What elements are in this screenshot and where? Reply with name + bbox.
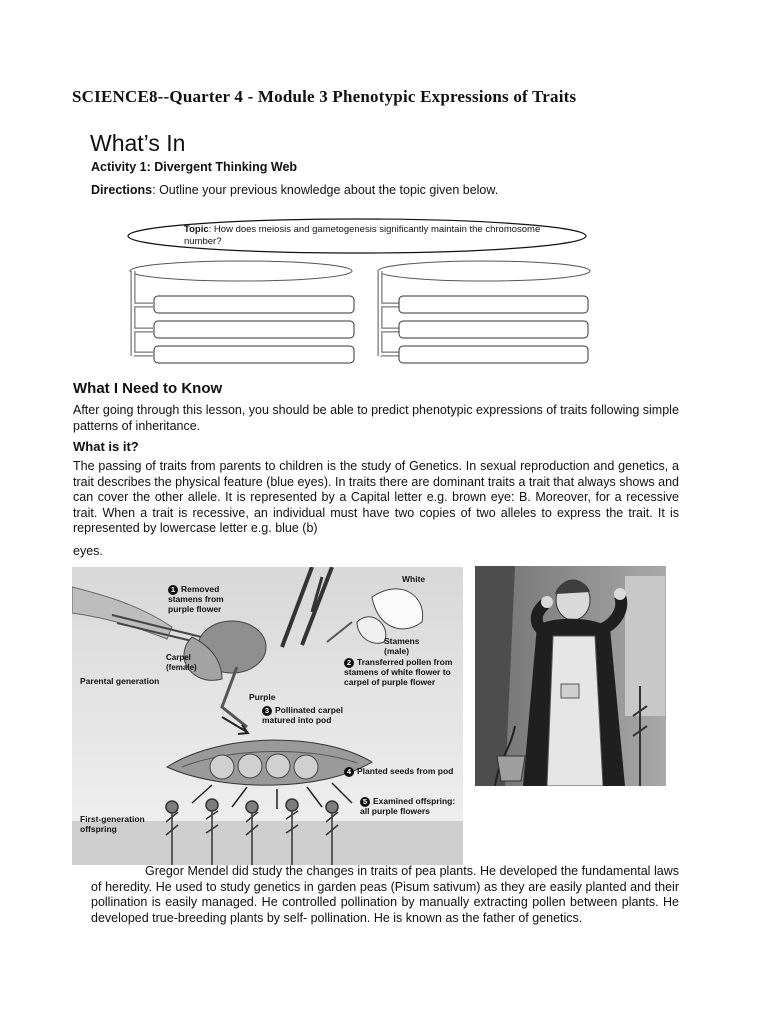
step-4-text: Planted seeds from pod xyxy=(357,766,454,776)
step-2-label xyxy=(344,658,456,687)
step-3-number: 3 xyxy=(262,706,272,716)
topic-text xyxy=(184,224,564,248)
label-first-generation: First-generation offspring xyxy=(80,814,145,834)
right-box-2 xyxy=(399,321,588,338)
label-purple: Purple xyxy=(249,692,276,702)
left-box-2 xyxy=(154,321,354,338)
label-stamens: Stamens (male) xyxy=(384,636,420,656)
activity-title: Activity 1: Divergent Thinking Web xyxy=(91,160,298,174)
subheading-what-is-it: What is it? xyxy=(73,439,139,454)
topic-question: : How does meiosis and gametogenesis significantly maintain the chromosome number? xyxy=(184,224,541,247)
eyes-line: eyes. xyxy=(73,544,103,558)
mendel-paragraph xyxy=(91,864,679,926)
left-branch-ellipse xyxy=(130,261,352,281)
left-branch-connector xyxy=(133,271,153,356)
step-3-label xyxy=(262,706,372,726)
mendel-paragraph-text: Gregor Mendel did study the changes in traits of pea plants. He developed the fundamental laws of heredity. He used to study genetics in garden peas (Pisum sativum) as they are easily planted and their pollination is easily managed. He controlled pollination by manually extracting pollen between plants. He developed true-breeding plants by self- pollination. He is known as the father of genetics. xyxy=(91,864,679,925)
step-1-text: Removed stamens from purple flower xyxy=(168,584,224,614)
section-heading-whats-in: What’s In xyxy=(90,130,186,156)
step-4-label xyxy=(344,767,454,777)
divergent-thinking-web xyxy=(0,0,768,380)
right-branch-connector xyxy=(380,271,399,356)
step-3-text: Pollinated carpel matured into pod xyxy=(262,705,344,725)
directions-label: Directions xyxy=(91,183,153,197)
step-1-number: 1 xyxy=(168,585,178,595)
step-1-label xyxy=(168,585,248,614)
topic-label: Topic xyxy=(184,224,209,235)
label-parental-generation: Parental generation xyxy=(80,676,160,686)
left-box-3 xyxy=(154,346,354,363)
label-carpel: Carpel (female) xyxy=(166,653,197,672)
intro-paragraph: After going through this lesson, you should be able to predict phenotypic expressions of traits following simple patterns of inheritance. xyxy=(73,403,679,433)
step-4-number: 4 xyxy=(344,767,354,777)
step-5-number: 5 xyxy=(360,797,370,807)
document-title: SCIENCE8--Quarter 4 - Module 3 Phenotypic Expressions of Traits xyxy=(72,87,577,106)
step-5-label xyxy=(360,797,458,817)
right-branch-ellipse xyxy=(378,261,590,281)
pea-experiment-figure xyxy=(72,567,463,865)
label-white: White xyxy=(402,574,426,584)
step-5-text: Examined offspring: all purple flowers xyxy=(360,796,456,816)
mendel-portrait xyxy=(475,566,666,786)
section-heading-need-to-know: What I Need to Know xyxy=(73,380,223,397)
step-2-number: 2 xyxy=(344,658,354,668)
right-box-1 xyxy=(399,296,588,313)
left-box-1 xyxy=(154,296,354,313)
right-box-3 xyxy=(399,346,588,363)
genetics-paragraph: The passing of traits from parents to children is the study of Genetics. In sexual reproduction and genetics, a trait describes the physical feature (blue eyes). In traits there are dominant traits a trait that always shows and can cover the other allele. It is represented by a Capital letter e.g. brown eye: B. Moreover, for a recessive trait. When a trait is recessive, an individual must have two copies of two alleles to express the trait. It is represented by lowercase letter e.g. blue (b) xyxy=(73,459,679,535)
mendel-portrait-illustration xyxy=(475,566,666,786)
directions-text: : Outline your previous knowledge about the topic given below. xyxy=(152,183,499,197)
step-2-text: Transferred pollen from stamens of white flower to carpel of purple flower xyxy=(344,657,453,687)
